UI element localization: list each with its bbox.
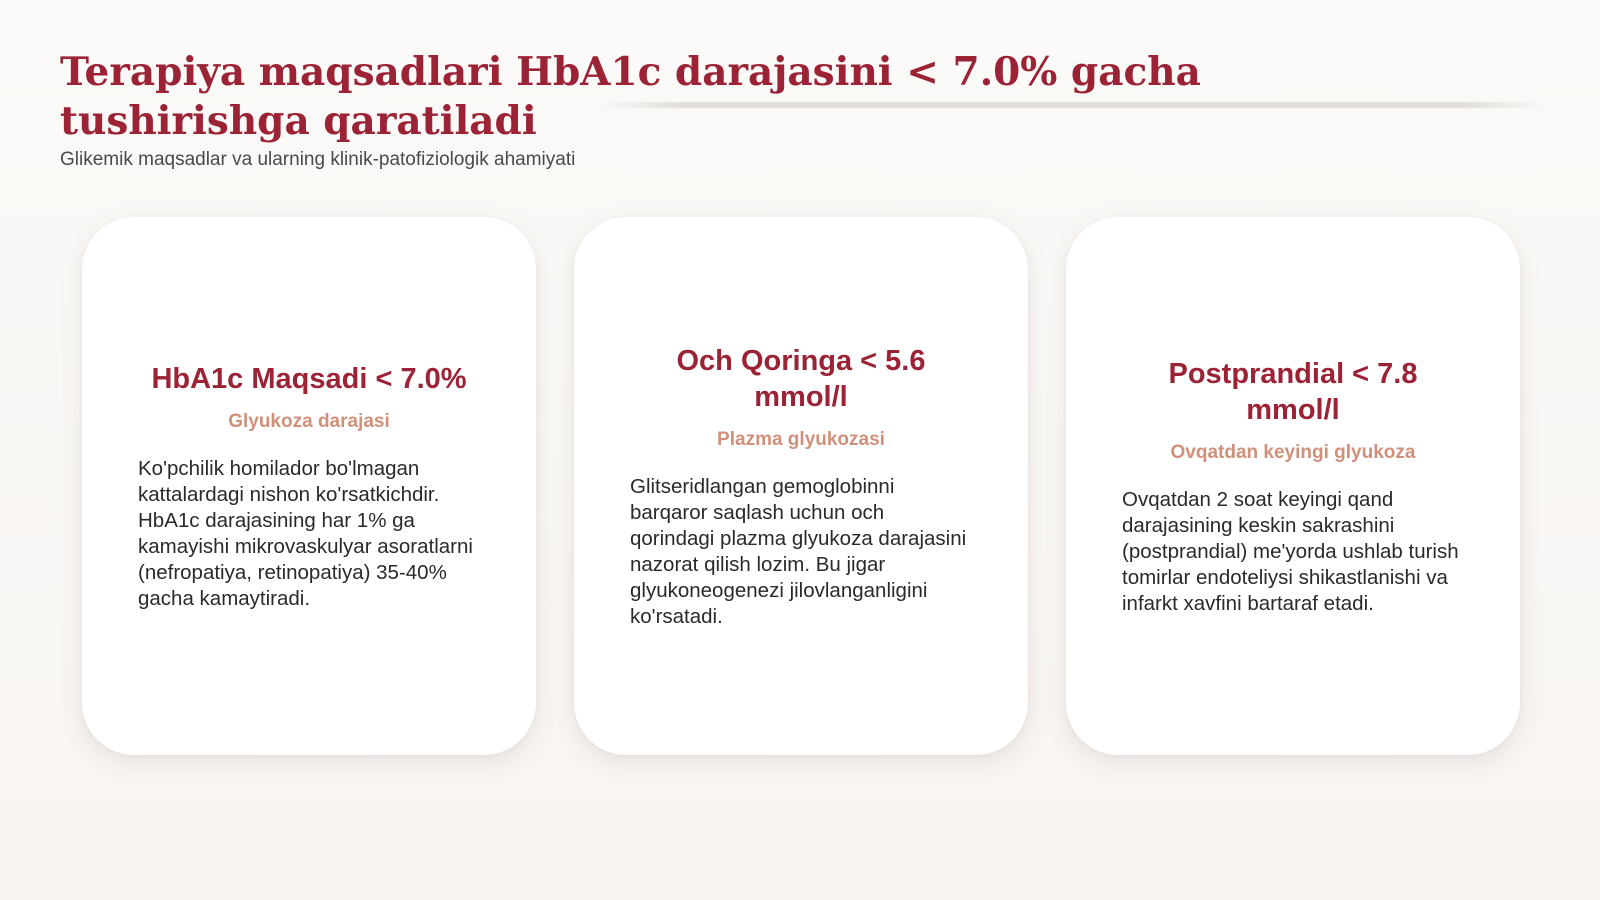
slide-header — [60, 48, 1540, 172]
cards-row — [82, 217, 1522, 757]
card-subtitle: Glyukoza darajasi — [228, 410, 390, 432]
page-subtitle: Glikemik maqsadlar va ularning klinik-patofiziologik ahamiyati — [60, 149, 576, 170]
card-hba1c-goal — [82, 217, 536, 755]
card-title: HbA1c Maqsadi < 7.0% — [151, 362, 467, 395]
card-title: Och Qoringa < 5.6 mmol/l — [676, 344, 926, 413]
card-subtitle: Ovqatdan keyingi glyukoza — [1170, 441, 1416, 463]
card-body: Ko'pchilik homilador bo'lmagan kattalardagi nishon ko'rsatkichdir. HbA1c darajasining har 1% ga kamayishi mikrovaskulyar asoratlarni (nefropatiya, retinopatiya) 35-40% gacha kamaytiradi. — [138, 456, 473, 610]
card-fasting-glucose — [574, 217, 1028, 755]
card-body: Ovqatdan 2 soat keyingi qand darajasining keskin sakrashini (postprandial) me'yorda ushlab turish tomirlar endoteliysi shikastlanishi va infarkt xavfini bartaraf etadi. — [1122, 487, 1459, 615]
card-title: Postprandial < 7.8 mmol/l — [1168, 357, 1418, 426]
header-divider — [600, 102, 1545, 108]
card-postprandial-glucose — [1066, 217, 1520, 755]
card-subtitle: Plazma glyukozasi — [717, 428, 885, 450]
card-body: Glitseridlangan gemoglobinni barqaror saqlash uchun och qorindagi plazma glyukoza darajasini nazorat qilish lozim. Bu jigar glyukoneogenezi jilovlanganligini ko'rsatadi. — [630, 474, 967, 628]
page-title: Terapiya maqsadlari HbA1c darajasini < 7.0% gacha tushirishga qaratiladi — [60, 49, 1201, 144]
